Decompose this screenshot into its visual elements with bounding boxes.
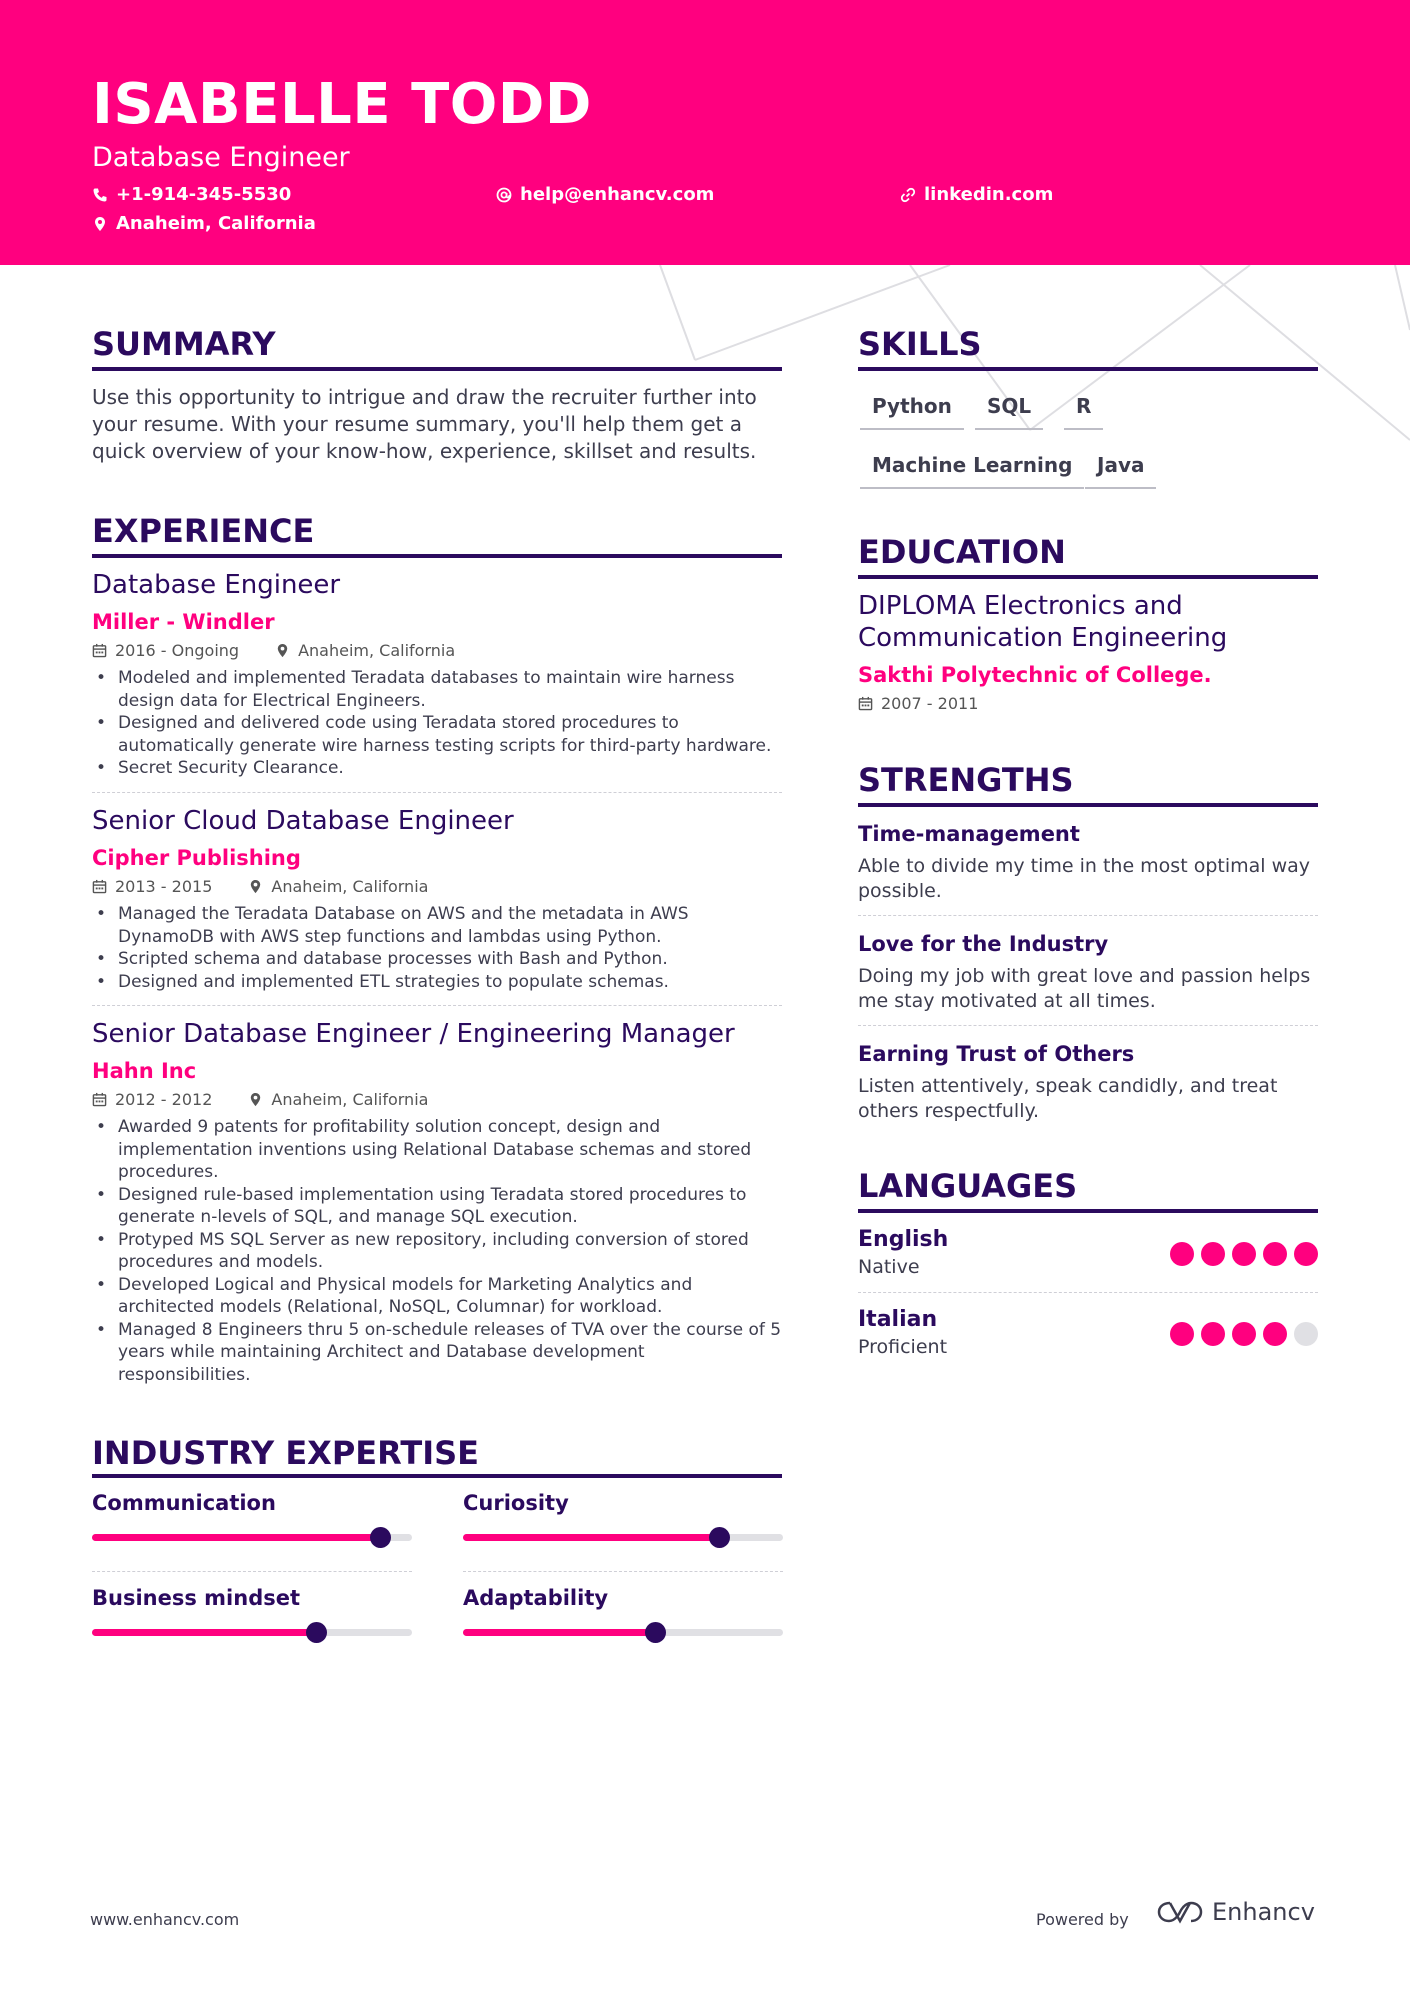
strength-text: Able to divide my time in the most optimal way possible.	[858, 855, 1311, 902]
language-dot-filled	[1232, 1322, 1256, 1346]
language-dots	[1170, 1242, 1318, 1266]
job-company: Hahn Inc	[92, 1059, 197, 1083]
language-dot-filled	[1201, 1322, 1225, 1346]
expertise-bar-fill	[463, 1534, 719, 1541]
skill-chip: Java	[1085, 453, 1156, 489]
job-meta	[92, 1090, 428, 1109]
bullet-item: • Scripted schema and database processes with Bash and Python.	[92, 948, 782, 971]
bullet-item: • Protyped MS SQL Server as new repository, including conversion of stored procedures and models.	[92, 1229, 782, 1274]
strength-text: Listen attentively, speak candidly, and treat others respectfully.	[858, 1075, 1278, 1122]
job-dates: 2012 - 2012	[115, 1090, 213, 1109]
bullet-item: • Developed Logical and Physical models for Marketing Analytics and architected models (Relational, NoSQL, Columnar) for workload.	[92, 1274, 782, 1319]
footer-brand-name: Enhancv	[1212, 1898, 1315, 1926]
candidate-name: ISABELLE TODD	[92, 72, 592, 137]
language-name: English	[858, 1227, 949, 1252]
email-contact[interactable]	[496, 184, 714, 205]
job-divider	[92, 1005, 782, 1006]
expertise-bar-knob	[370, 1527, 391, 1548]
expertise-bar-fill	[463, 1629, 655, 1636]
calendar-icon	[92, 643, 107, 658]
expertise-label: Curiosity	[463, 1491, 569, 1515]
job-meta	[92, 641, 455, 660]
phone-contact[interactable]	[92, 184, 291, 205]
expertise-bar-knob	[709, 1527, 730, 1548]
candidate-role: Database Engineer	[92, 142, 350, 173]
location-pin-icon	[92, 216, 108, 232]
experience-heading: EXPERIENCE	[92, 512, 315, 550]
linkedin-text: linkedin.com	[924, 184, 1054, 205]
calendar-icon	[858, 696, 873, 711]
language-dots	[1170, 1322, 1318, 1346]
language-dot-filled	[1170, 1322, 1194, 1346]
education-meta	[858, 694, 978, 713]
bullet-item: • Designed and implemented ETL strategies to populate schemas.	[92, 971, 782, 994]
job-meta	[92, 877, 428, 896]
job-company: Miller - Windler	[92, 610, 275, 634]
expertise-bar	[463, 1534, 783, 1541]
language-divider	[858, 1292, 1318, 1293]
strengths-heading: STRENGTHS	[858, 761, 1074, 799]
calendar-icon	[92, 879, 107, 894]
skill-chip: SQL	[975, 394, 1043, 430]
footer-powered-by: Powered by	[1036, 1910, 1129, 1929]
languages-heading: LANGUAGES	[858, 1167, 1078, 1205]
language-dot-filled	[1201, 1242, 1225, 1266]
email-text: help@enhancv.com	[520, 184, 715, 205]
bullet-item: • Designed rule-based implementation using Teradata stored procedures to generate n-levels of SQL, and manage SQL execution.	[92, 1184, 782, 1229]
job-bullets	[92, 903, 782, 993]
language-dot-filled	[1170, 1242, 1194, 1266]
job-location: Anaheim, California	[271, 877, 429, 896]
job-bullets	[92, 667, 782, 780]
education-degree: DIPLOMA Electronics and Communication Engineering	[858, 591, 1228, 653]
expertise-bar	[92, 1629, 412, 1636]
industry-rule	[92, 1474, 782, 1478]
experience-rule	[92, 554, 782, 558]
language-dot-filled	[1294, 1242, 1318, 1266]
expertise-bar-fill	[92, 1629, 316, 1636]
skill-chip: Python	[860, 394, 964, 430]
location-text: Anaheim, California	[116, 213, 316, 234]
expertise-bar-knob	[645, 1622, 666, 1643]
skill-chip: Machine Learning	[860, 453, 1084, 489]
strengths-rule	[858, 803, 1318, 807]
language-name: Italian	[858, 1307, 938, 1332]
phone-icon	[92, 187, 108, 203]
education-dates: 2007 - 2011	[881, 694, 979, 713]
expertise-label: Business mindset	[92, 1586, 301, 1610]
job-dates: 2013 - 2015	[115, 877, 213, 896]
language-dot-filled	[1232, 1242, 1256, 1266]
bullet-item: • Managed 8 Engineers thru 5 on-schedule releases of TVA over the course of 5 years while maintaining Architect and Database development responsibilities.	[92, 1319, 782, 1387]
bullet-item: • Awarded 9 patents for profitability solution concept, design and implementation inventions using Relational Database schemas and stored procedures.	[92, 1116, 782, 1184]
summary-text: Use this opportunity to intrigue and draw the recruiter further into your resume. With your resume summary, you'll help them get a quick overview of your know-how, experience, skillset and results.	[92, 385, 757, 463]
language-dot-filled	[1263, 1242, 1287, 1266]
languages-rule	[858, 1209, 1318, 1213]
expertise-bar	[92, 1534, 412, 1541]
expertise-bar	[463, 1629, 783, 1636]
education-rule	[858, 575, 1318, 579]
skills-heading: SKILLS	[858, 325, 982, 363]
industry-heading: INDUSTRY EXPERTISE	[92, 1434, 479, 1472]
strength-title: Earning Trust of Others	[858, 1042, 1135, 1066]
language-level: Proficient	[858, 1336, 948, 1358]
expertise-bar-knob	[306, 1622, 327, 1643]
enhancv-logo-icon	[1156, 1899, 1204, 1925]
skills-rule	[858, 367, 1318, 371]
language-dot-empty	[1294, 1322, 1318, 1346]
job-title: Database Engineer	[92, 570, 341, 600]
footer-website[interactable]: www.enhancv.com	[90, 1910, 240, 1929]
language-dot-filled	[1263, 1322, 1287, 1346]
education-school: Sakthi Polytechnic of College.	[858, 663, 1212, 687]
language-level: Native	[858, 1256, 920, 1278]
expertise-label: Adaptability	[463, 1586, 609, 1610]
strength-divider	[858, 1025, 1318, 1026]
bullet-item: • Secret Security Clearance.	[92, 757, 782, 780]
location-pin-icon	[248, 1092, 263, 1107]
linkedin-contact[interactable]	[900, 184, 1053, 205]
expertise-label: Communication	[92, 1491, 276, 1515]
job-title: Senior Cloud Database Engineer	[92, 806, 514, 836]
job-dates: 2016 - Ongoing	[115, 641, 240, 660]
at-icon	[496, 187, 512, 203]
strength-title: Time-management	[858, 822, 1080, 846]
expertise-bar-fill	[92, 1534, 380, 1541]
strength-divider	[858, 915, 1318, 916]
footer-brand[interactable]	[1156, 1898, 1315, 1926]
phone-text: +1-914-345-5530	[116, 184, 292, 205]
job-title: Senior Database Engineer / Engineering Manager	[92, 1019, 735, 1049]
job-company: Cipher Publishing	[92, 846, 301, 870]
summary-heading: SUMMARY	[92, 325, 276, 363]
summary-rule	[92, 367, 782, 371]
expertise-divider	[92, 1571, 412, 1572]
location-pin-icon	[275, 643, 290, 658]
resume-header	[0, 0, 1410, 265]
expertise-divider	[463, 1571, 783, 1572]
job-bullets	[92, 1116, 782, 1386]
bullet-item: • Modeled and implemented Teradata databases to maintain wire harness design data for Electrical Engineers.	[92, 667, 782, 712]
skill-chip: R	[1064, 394, 1103, 430]
strength-title: Love for the Industry	[858, 932, 1109, 956]
bullet-item: • Managed the Teradata Database on AWS and the metadata in AWS DynamoDB with AWS step functions and lambdas using Python.	[92, 903, 782, 948]
calendar-icon	[92, 1092, 107, 1107]
location-pin-icon	[248, 879, 263, 894]
strength-text: Doing my job with great love and passion helps me stay motivated at all times.	[858, 965, 1311, 1012]
link-icon	[900, 187, 916, 203]
job-divider	[92, 792, 782, 793]
job-location: Anaheim, California	[298, 641, 456, 660]
location-contact	[92, 213, 316, 234]
bullet-item: • Designed and delivered code using Teradata stored procedures to automatically generate wire harness testing scripts for third-party hardware.	[92, 712, 782, 757]
education-heading: EDUCATION	[858, 533, 1066, 571]
job-location: Anaheim, California	[271, 1090, 429, 1109]
